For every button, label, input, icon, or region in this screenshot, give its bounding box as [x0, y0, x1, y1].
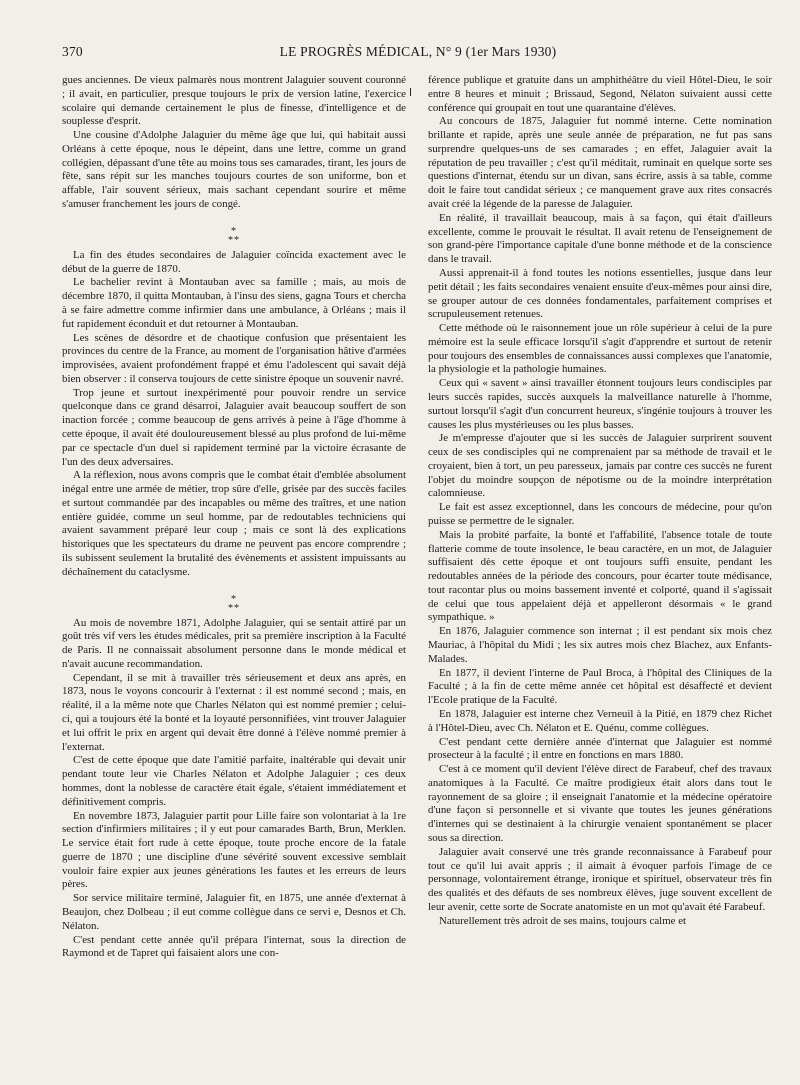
paragraph: Mais la probité parfaite, la bonté et l'affabilité, l'absence totale de toute flatterie comme de toute insolence, le beau caractère, en un mot, de Jalaguier suffisaient dès cette époque et ont toujours suffi ensuite, pendant les redoutables années de la période des concours, pour écarter toute médisance, tout racontar plus ou moins bassement inventé et colporté, quand il s'agissait de celui que tous appelaient déjà et appelleront désormais « le grand sympathique. » [428, 528, 772, 624]
paragraph: Cette méthode où le raisonnement joue un rôle supérieur à celui de la pure mémoire est la seule efficace lorsqu'il s'agit d'apprendre et surtout de retenir pour toujours des ensembles de connaissances aussi complexes que l'anatomie, la physiologie et la pathologie humaines. [428, 322, 772, 376]
paragraph: C'est pendant cette dernière année d'internat que Jalaguier est nommé prosecteur à la faculté ; il entre en fonctions en mars 1880. [428, 735, 772, 762]
page-header [62, 44, 774, 66]
paragraph: Ceux qui « savent » ainsi travailler étonnent toujours leurs condisciples par leurs succès rapides, succès auxquels la malveillance naturelle à l'homme, surtout lorsqu'il s'agit d'un concurrent heureux, s'ingénie toujours à trouver les causes les plus mystérieuses ou les plus basses. [428, 377, 772, 431]
paragraph: C'est pendant cette année qu'il prépara l'internat, sous la direction de Raymond et de Tapret qui faisaient alors une con- [62, 933, 406, 960]
paragraph: En réalité, il travaillait beaucoup, mais à sa façon, qui était d'ailleurs excellente, comme le prouvait le résultat. Il avait retenu de l'enseignement de son grand-père l'importance capitale d'une bonne méthode et de la conscience dans le travail. [428, 211, 772, 266]
paragraph: Je m'empresse d'ajouter que si les succès de Jalaguier surprirent souvent ceux de ses condisciples qui ne comprenaient par sa méthode de travail et le croyaient, bien à tort, un peu paresseux, jamais par contre ces succès ne furent l'objet du moindre soupçon de népotisme ou de la moindre interprétation calomnieuse. [428, 432, 772, 500]
paragraph: Au concours de 1875, Jalaguier fut nommé interne. Cette nomination brillante et rapide, après une seule année de préparation, ne fut pas sans surprendre quelques-uns de ses camarades ; en effet, Jalaguier avait la réputation de peu travailler ; c'est qu'il méditait, ruminait en quelque sorte ses questions d'internat, étendu sur un divan, sans écrire, assis à sa table, comme doit le faire tout candidat sérieux ; ce manquement grave aux rites consacrés avait créé la légende de la paresse de Jalaguier. [428, 115, 772, 211]
paragraph: Trop jeune et surtout inexpérimenté pour pouvoir rendre un service quelconque dans ce grand désarroi, Jalaguier avait beaucoup souffert de son inaction forcée ; comme beaucoup de gens arrivés à peine à l'âge d'homme à cette époque, il avait été douloureusement blessé au plus profond de lui-même par ce spectacle d'un duel si rapidement terminé par la victoire écrasante de l'un des deux adversaires. [62, 386, 406, 468]
paragraph: Cependant, il se mit à travailler très sérieusement et deux ans après, en 1873, nous le voyons concourir à l'externat : il est nommé second ; mais, en réalité, il a la même note que Charles Nélaton qui est nommé premier ; celui-ci, qui a toujours été la bonté et la loyauté personnifiées, vint trouver Jalaguier et lui offrit le prix en argent qui devait être donné à l'élève nommé premier à l'externat. [62, 671, 406, 753]
paragraph: Au mois de novembre 1871, Adolphe Jalaguier, qui se sentait attiré par un goût très vif vers les études médicales, prit sa première inscription à la Faculté de Paris. Il ne connaissait absolument personne dans le monde médical et n'avait aucune recommandation. [62, 616, 406, 670]
paragraph: En 1877, il devient l'interne de Paul Broca, à l'hôpital des Cliniques de la Faculté ; à la fin de cette même année cet hôpital est désaffecté et devient l'Ecole pratique de la Faculté. [428, 666, 772, 707]
right-column [428, 74, 772, 928]
paragraph: En 1876, Jalaguier commence son internat ; il est pendant six mois chez Mauriac, à l'hôpital du Midi ; les six autres mois chez Blachez, aux Enfants-Malades. [428, 625, 772, 665]
section-separator: * ** [228, 593, 240, 614]
paragraph: Sor service militaire terminé, Jalaguier fit, en 1875, une année d'externat à Beaujon, chez Dolbeau ; il eut comme collègue dans ce servi e, Desnos et Ch. Nélaton. [62, 892, 406, 932]
paragraph: En 1878, Jalaguier est interne chez Verneuil à la Pitié, en 1879 chez Richet à l'Hôtel-Dieu, avec Ch. Nélaton et E. Quénu, comme collègues. [428, 707, 772, 734]
paragraph: A la réflexion, nous avons compris que le combat était d'emblée absolument inégal entre une armée de métier, trop sûre d'elle, grisée par des succès faciles et surtout commandée par des incapables ou même des traîtres, et une nation entière guidée, comme un seul homme, par de redoutables techniciens qui avaient savamment préparé leur coup ; mais ce sont là des explications historiques que les spectateurs du drame ne peuvent pas encore comprendre ; ils subissent seulement la brutalité des évènements et assistent impuissants au déchaînement du cataclysme. [62, 469, 406, 578]
paragraph: Une cousine d'Adolphe Jalaguier du même âge que lui, qui habitait aussi Orléans à cette époque, nous le dépeint, dans une lettre, comme un grand collégien, dépassant d'une tête au moins tous ses camarades, tirant, les jours de fête, sans répit sur les manches toujours courtes de son uniforme, bon et affable, l'air souvent sérieux, mais sachant cependant sourire et même s'amuser franchement les jours de congé. [62, 129, 406, 211]
paragraph: C'est de cette époque que date l'amitié parfaite, inaltérable qui devait unir pendant toute leur vie Charles Nélaton et Adolphe Jalaguier ; ces deux hommes, dont la noblesse de caractère était égale, s'étaient immédiatement et définitivement compris. [62, 754, 406, 808]
spacer [62, 212, 406, 222]
paragraph: En novembre 1873, Jalaguier partit pour Lille faire son volontariat à la 1re section d'infirmiers militaires ; il y eut pour camarades Barth, Brun, Merklen. Le service était fort rude à cette époque, toute proche encore de la fatale guerre de 1870 ; une discipline d'une sévérité souvent excessive semblait vouloir faire expier aux jeunes générations les fautes et les erreurs de leurs pères. [62, 809, 406, 891]
paragraph: C'est à ce moment qu'il devient l'élève direct de Farabeuf, chef des travaux anatomiques à la Faculté. Ce maître prodigieux était alors dans tout le rayonnement de sa gloire ; il enseignait l'anatomie et la médecine opératoire d'une façon si personnelle et si vivante que toutes les jeunes générations d'internes qui se destinaient à la chirurgie venaient spontanément se placer sous sa direction. [428, 763, 772, 844]
paragraph: gues anciennes. De vieux palmarès nous montrent Jalaguier souvent couronné ; il avait, en particulier, presque toujours le prix de version latine, l'exercice scolaire qui demande certainement le plus de finesse, d'intelligence et de souplesse d'esprit. [62, 74, 406, 128]
paragraph: Jalaguier avait conservé une très grande reconnaissance à Farabeuf pour tout ce qu'il lui avait appris ; il aimait à évoquer parfois l'image de ce personnage, volontairement étrange, ironique et spirituel, observateur très fin des qualités et des défauts de ses nombreux élèves, juge souvent excellent de leur avenir, cette sorte de Socrate anatomiste en un mot qu'avait été Farabeuf. [428, 845, 772, 913]
section-separator: * ** [228, 225, 240, 246]
left-column [62, 74, 406, 961]
running-title: LE PROGRÈS MÉDICAL, N° 9 (1er Mars 1930) [279, 44, 557, 59]
paragraph: Le bachelier revint à Montauban avec sa famille ; mais, au mois de décembre 1870, il quitta Montauban, à l'insu des siens, gagna Tours et chercha à se faire admettre comme infirmier dans une ambulance, à Orléans ; mais il fut rapidement éconduit et dut retourner à Montauban. [62, 276, 406, 330]
paragraph: Naturellement très adroit de ses mains, toujours calme et [439, 914, 687, 927]
spacer [62, 580, 406, 590]
paragraph: La fin des études secondaires de Jalaguier coïncida exactement avec le début de la guerre de 1870. [62, 248, 406, 275]
paragraph: Aussi apprenait-il à fond toutes les notions essentielles, jusque dans leur petit détail ; les faits secondaires venaient ensuite d'eux-mêmes pour ainsi dire, se grouper autour de ces données fondamentales, parfaitement comprises et scrupuleusement retenues. [428, 266, 772, 321]
column-rule-mark [410, 88, 411, 96]
page-number: 370 [62, 44, 83, 59]
paragraph: Les scènes de désordre et de chaotique confusion que présentaient les provinces du centre de la France, au moment de l'organisation hâtive d'armées improvisées, avaient profondément frappé et ému l'adolescent qui savait déjà bien observer : il conserva toujours de cette sinistre époque un souvenir navré. [62, 331, 406, 385]
paragraph: Le fait est assez exceptionnel, dans les concours de médecine, pour qu'on puisse se permettre de le signaler. [428, 501, 772, 527]
paragraph: férence publique et gratuite dans un amphithéâtre du vieil Hôtel-Dieu, le soir entre 8 heures et minuit ; Brissaud, Segond, Nélaton suivaient aussi cette conférence qui groupait en tout une quarantaine d'élèves. [428, 74, 772, 114]
